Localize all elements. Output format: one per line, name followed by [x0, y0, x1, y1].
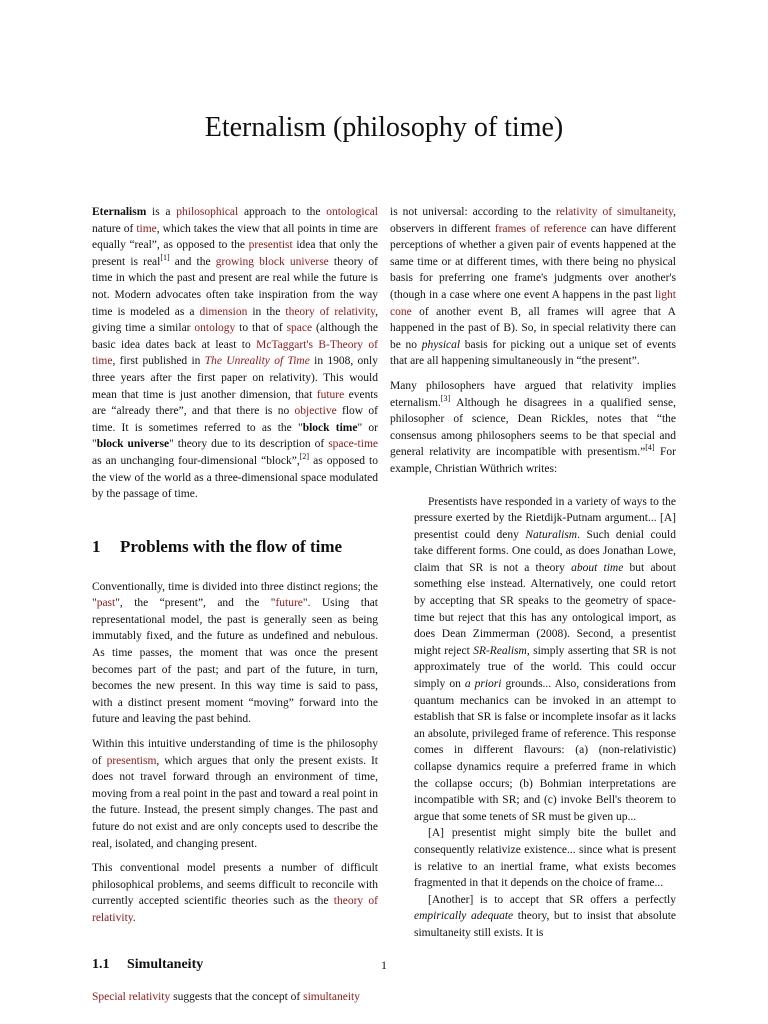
text-run: as an unchanging four-dimensional “block”, [92, 454, 300, 467]
text-run: Within this intuitive understanding of time is the philosophy of [92, 738, 378, 767]
text-run: and the [169, 255, 216, 268]
text-run: Conventionally, time is divided into three distinct regions; the " [92, 580, 378, 610]
text-run: in the [247, 305, 286, 318]
wiki-link[interactable]: ontological [326, 206, 379, 218]
styled-text: physical [421, 338, 461, 351]
wiki-link[interactable]: philosophical [176, 206, 239, 218]
text-run: This conventional model presents a number of difficult philosophical problems, and seems difficult to reconcile with currently accepted scientific theories such as the [92, 862, 378, 908]
text-run: , which argues that only the present exists. It does not travel forward through an environment of time, moving from a real point in the past and toward a real point in the future. Instead, the present simply changes. The past and future do not exist and are only concepts used to describe the real, isolated, and changing present. [92, 754, 378, 850]
wiki-link[interactable]: presentism [106, 754, 157, 767]
text-run: Although he disagrees in a qualified sense, philosopher of science, Dean Rickles, notes that “the consensus among philosophers seems to be that special and general relativity are incompatible with presentism.” [390, 396, 676, 459]
wiki-link[interactable]: ontology [194, 322, 236, 335]
wiki-link[interactable]: Special relativity [92, 990, 171, 1003]
styled-text: a priori [464, 678, 502, 691]
text-run: ", the “present”, and the " [115, 597, 276, 610]
subsection-title: Simultaneity [127, 956, 204, 972]
styled-text: block time [302, 421, 358, 434]
text-run: , simply asserting that SR is not approximately true of the world. This could occur simply on [414, 644, 676, 691]
paragraph-problems [92, 860, 378, 926]
text-run: [A] presentist might simply bite the bullet and consequently relativize existence... since what is present is relative to an inertial frame, what exists becomes fragmented in that it depends on the choice of frame... [414, 827, 676, 890]
wiki-link[interactable]: theory of relativity [92, 895, 378, 924]
citation-ref[interactable]: [1] [160, 252, 170, 262]
wiki-link[interactable]: growing block universe [215, 255, 329, 268]
text-run: . Such denial could take different forms. One could, as does Jonathan Lowe, claim that SR is not a theory [414, 528, 676, 574]
page-number: 1 [381, 958, 387, 972]
block-quote [414, 494, 676, 942]
paragraph-simultaneity-continued [390, 204, 676, 370]
wiki-link[interactable]: future [316, 388, 345, 401]
text-run: to that of [235, 322, 287, 335]
text-run: " or " [92, 421, 378, 451]
right-column [390, 204, 676, 942]
paragraph-special-relativity [92, 989, 378, 1006]
wiki-link[interactable]: frames of reference [494, 222, 587, 235]
text-run: grounds... Also, considerations from quantum mechanics can be invoked in an attempt to establish that SR is false or incomplete insofar as it lacks an absolute, privileged frame of reference. This response comes in different flavours: (a) (non-relativistic) collapse dynamics require a preferred frame in which the collapse occurs; (b) Bohmian interpretations are incompatible with SR; and (c) invoke Bell's theorem to argue that some tenets of SR must be given up... [414, 678, 677, 823]
text-run: is not universal: according to the [390, 206, 556, 218]
left-column [92, 204, 378, 1013]
text-run: basis for picking out a unique set of events that are all happening simultaneously in “the present”. [390, 338, 676, 368]
text-run: Many philosophers have argued that relativity implies eternalism. [390, 379, 676, 409]
quote-paragraph-1 [414, 494, 676, 826]
quote-paragraph-2 [414, 825, 676, 891]
wiki-link[interactable]: space-time [328, 438, 378, 451]
text-run: Presentists have responded in a variety of ways to the pressure exerted by the Rietdijk-Putnam argument... [A] presentist could deny [414, 495, 676, 541]
text-run: of another event B, all frames will agree that A happened in the past of B). So, in special relativity there can be no [390, 305, 676, 351]
text-run: events are “already there”, and that there is no [92, 388, 378, 418]
text-run: as opposed to the view of the world as a three-dimensional space modulated by the passage of time. [92, 454, 378, 501]
wiki-link[interactable]: past [96, 597, 116, 610]
text-run: is a [146, 206, 177, 218]
section-heading-problems [92, 537, 378, 557]
text-run: idea that only the present is real [92, 239, 378, 268]
styled-text: SR-Realism [473, 644, 527, 657]
citation-ref[interactable]: [3] [440, 393, 451, 403]
section-title: Problems with the flow of time [120, 536, 343, 556]
styled-text: Eternalism [92, 206, 147, 218]
wiki-link[interactable]: space [286, 322, 313, 335]
wiki-link[interactable]: future [275, 597, 303, 610]
wiki-link[interactable]: objective [294, 405, 337, 418]
page-title: Eternalism (philosophy of time) [204, 112, 564, 143]
citation-ref[interactable]: [2] [299, 452, 310, 462]
section-number: 1 [92, 536, 101, 556]
wiki-link[interactable]: time [136, 222, 157, 235]
styled-text: about time [571, 561, 624, 574]
wiki-link[interactable]: The Unreality of Time [204, 355, 310, 368]
quote-paragraph-3 [414, 892, 676, 942]
wiki-link[interactable]: simultaneity [303, 990, 360, 1003]
text-run: but about something else instead. Alternatively, one could retort by accepting that SR speaks to the geometry of space-time but reject that this has any ontological import, as does Dean Zimmerman (2008). Second, a presentist might reject [414, 561, 676, 657]
text-run: theory of time in which the past and present are real while the future is not. Modern advocates often take inspiration from the way time is modeled as a [92, 255, 378, 318]
text-run: suggests that the concept of [170, 990, 304, 1003]
wiki-link[interactable]: theory of relativity [285, 305, 376, 318]
text-run: can have different perceptions of whether a given pair of events happened at the same time or at different times, with there being no physical basis for preferring one frame's judgments over another's (though in a case where one event A happens in the past [390, 222, 676, 301]
text-run: ". Using that representational model, the past is generally seen as being immutably fixed, and the future as undefined and nebulous. As time passes, the moment that was once the present becomes part of the past; and part of the future, in turn, becomes the new present. In this way time is said to pass, with a distinct present moment “moving” forward into the future and leaving the past behind. [92, 597, 378, 726]
citation-ref[interactable]: [4] [645, 443, 655, 453]
text-run: [Another] is to accept that SR offers a perfectly [428, 893, 676, 906]
subsection-number: 1.1 [92, 956, 110, 972]
paragraph-philosophers [390, 378, 676, 478]
text-run: approach to the [238, 206, 327, 218]
wiki-link[interactable]: light cone [390, 288, 676, 318]
wiki-link[interactable]: presentist [248, 239, 293, 252]
intro-paragraph [92, 204, 378, 503]
text-run: flow of time. It is sometimes referred to as the " [92, 405, 378, 434]
styled-text: block universe [96, 438, 170, 451]
wiki-link[interactable]: McTaggart's B-Theory of time [92, 338, 378, 368]
text-run: in 1908, only three years after the first paper on relativity). This would mean that time is just another dimension, that [92, 355, 378, 401]
wiki-link[interactable]: relativity of simultaneity [555, 206, 674, 218]
styled-text: Naturalism [525, 528, 578, 541]
styled-text: empirically adequate [414, 910, 514, 923]
wiki-link[interactable]: dimension [199, 305, 248, 318]
text-run: , giving time a similar [92, 305, 378, 335]
paragraph-presentism [92, 736, 378, 852]
text-run: . [132, 911, 136, 924]
text-run: theory, but to insist that absolute simultaneity still exists. It is [414, 910, 676, 939]
text-run: " theory due to its description of [169, 438, 329, 451]
text-run: , first published in [112, 355, 205, 368]
text-run: (although the basic idea dates back at least to [92, 322, 379, 351]
text-run: nature of [92, 222, 137, 235]
paragraph-regions [92, 579, 378, 728]
text-run: , observers in different [390, 206, 676, 235]
text-run: For example, Christian Wüthrich writes: [390, 446, 676, 475]
text-run: , which takes the view that all points in time are equally “real”, as opposed to the [92, 222, 378, 252]
